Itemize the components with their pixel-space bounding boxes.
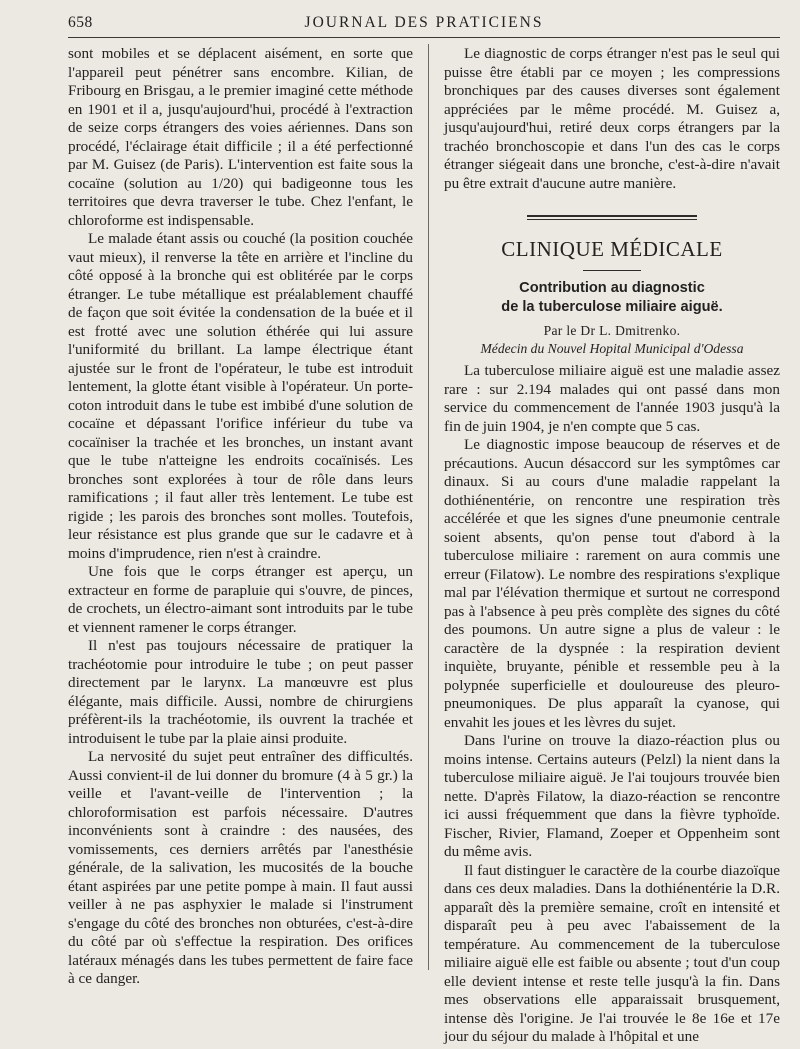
article-paragraph: Dans l'urine on trouve la diazo-réaction plus ou moins intense. Certains auteurs (Pelzl) la nient dans la tuberculose miliaire aiguë. Je l'ai toujours trouvée bien nette. D'après Filatow, la diazo-réaction se rencontre ici aussi fréquemment que dans la fièvre typhoïde. Fischer, Rivier, Flamand, Zoeper et Oppenheim sont du même avis. <box>444 732 780 860</box>
left-paragraph: Il n'est pas toujours nécessaire de pratiquer la trachéotomie pour introduire le tube ; on peut passer directement par le larynx. La manœuvre est plus élégante, mais difficile. Aussi, nombre de chirurgiens préfèrent-ils la trachéotomie, ils ouvrent la trachée et introduisent le tube par la plaie ainsi produite. <box>68 637 413 747</box>
column-divider <box>428 44 429 970</box>
left-column <box>68 45 413 989</box>
title-rule <box>583 270 641 271</box>
right-column <box>444 45 780 1047</box>
left-paragraph: sont mobiles et se déplacent aisément, en sorte que l'appareil peut pénétrer sans encombre. Kilian, de Fribourg en Brisgau, a le premier imaginé cette méthode en 1901 et il a, jusqu'aujourd'hui, procédé à l'extraction de seize corps étrangers des voies aériennes. Dans son procédé, l'éclairage était difficile ; il a été perfectionné par M. Guisez (de Paris). L'intervention est faite sous la cocaïne (solution au 1/20) qui badigeonne tous les territoires que devra traverser le tube. Chez l'enfant, le chloroforme est indispensable. <box>68 45 413 229</box>
article-paragraph: La tuberculose miliaire aiguë est une maladie assez rare : sur 2.194 malades qui ont passé dans mon service du commencement de l'année 1903 jusqu'à la fin de juin 1904, je n'en compte que 5 cas. <box>444 362 780 435</box>
left-paragraph: Une fois que le corps étranger est aperçu, un extracteur en forme de parapluie qui s'ouvre, de pinces, de crochets, un électro-aimant sont introduits par le tube et viennent ramener le corps étranger. <box>68 563 413 636</box>
left-paragraph: La nervosité du sujet peut entraîner des difficultés. Aussi convient-il de lui donner du bromure (4 à 5 gr.) la veille et l'avant-veille de l'intervention ; la chloroformisation est parfois nécessaire. D'autres inconvénients sont à craindre : des nausées, des vomissements, ces derniers arrêtés par l'anesthésie générale, de la salivation, les mucosités de la bouche étant aspirées par une petite pompe à main. Il faut aussi veiller à ne pas asphyxier le malade si l'instrument s'engage du côté des bronches non obturées, c'est-à-dire du côté par où s'effectue la respiration. Des orifices latéraux ménagés dans les tubes permettent de faire face à ce danger. <box>68 748 413 987</box>
author-byline: Par le Dr L. Dmitrenko. <box>543 323 681 338</box>
right-intro-paragraph: Le diagnostic de corps étranger n'est pas le seul qui puisse être établi par ce moyen ; les compressions bronchiques par des causes diverses sont également appréciées par le même procédé. M. Guisez a, jusqu'aujourd'hui, retiré deux corps étrangers par la trachéo bronchoscopie et dans l'un des cas le corps étranger siégeait dans une bronche, c'est-à-dire n'avait pu être extrait d'aucune autre manière. <box>444 45 780 192</box>
article-title-line-1: Contribution au diagnostic <box>519 280 705 296</box>
section-double-rule <box>527 215 697 220</box>
section-title: CLINIQUE MÉDICALE <box>501 237 723 261</box>
article-paragraph: Il faut distinguer le caractère de la courbe diazoïque dans ces deux maladies. Dans la dothiénentérie la D.R. apparaît dès la première semaine, croît en intensité et disparaît peu à peu avec l'abaissement de la température. Au commencement de la tuberculose miliaire aiguë elle est faible ou absente ; tout d'un coup elle devient intense et reste telle jusqu'à la fin. Dans mes observations elle apparaissait brusquement, intense dès l'origine. Je l'ai trouvée le 8e 16e et 17e jour du séjour du malade à l'hôpital et une <box>444 861 780 1045</box>
running-header <box>68 14 780 36</box>
page-number: 658 <box>68 14 93 31</box>
article-paragraph: Le diagnostic impose beaucoup de réserves et de précautions. Aucun désaccord sur les symptômes car dinaux. Si au cours d'une maladie rappelant la dothiénentérie, on rencontre une respiration très accélérée et que les signes d'une pneumonie centrale soient absents, qu'on pense tout d'abord à la tuberculose miliaire : rarement on aura commis une erreur (Filatow). Le nombre des respirations s'explique mal par l'élévation thermique et surtout ne correspond pas à l'absence à peu près complète des signes du côté des poumons. Un autre signe a plus de valeur : le caractère de la dyspnée : la respiration devient inquiète, bruyante, pénible et ressemble peu à la polypnée superficielle et douloureuse des pleuro-pneumoniques. De plus apparaît la cyanose, qui envahit les joues et les lèvres du sujet. <box>444 436 780 731</box>
author-affiliation: Médecin du Nouvel Hopital Municipal d'Odessa <box>480 341 744 356</box>
article-title-line-2: de la tuberculose miliaire aiguë. <box>501 299 723 315</box>
journal-title: JOURNAL DES PRATICIENS <box>304 14 544 31</box>
article-title <box>444 279 780 317</box>
header-rule <box>68 37 780 38</box>
left-paragraph: Le malade étant assis ou couché (la position couchée vaut mieux), il renverse la tête en arrière et l'incline du côté opposé à la bronche qui est oblitérée par le corps étranger. Le tube métallique est préalablement chauffé de façon que soit évitée la condensation de la buée et il est frotté avec une solution éthérée qui lui assure l'uniformité du brillant. La lampe électrique étant ajustée sur le front de l'opérateur, le tube est introduit lentement, la glotte étant visible à l'opérateur. Un porte-coton introduit dans le tube est imbibé d'une solution de cocaïne et dépassant l'orifice inférieur du tube va cocaïniser la trachée et les bronches, un instant avant que le tube n'atteigne les endroits cocaïnisés. Les bronches sont explorées à tour de rôle dans leurs ramifications ; il faut aller très lentement. Le tube est rigide ; les parois des bronches sont molles. Toutefois, leur résistance est plus grande que sur le cadavre et à moins d'imprudence, rien n'est à craindre. <box>68 230 413 562</box>
